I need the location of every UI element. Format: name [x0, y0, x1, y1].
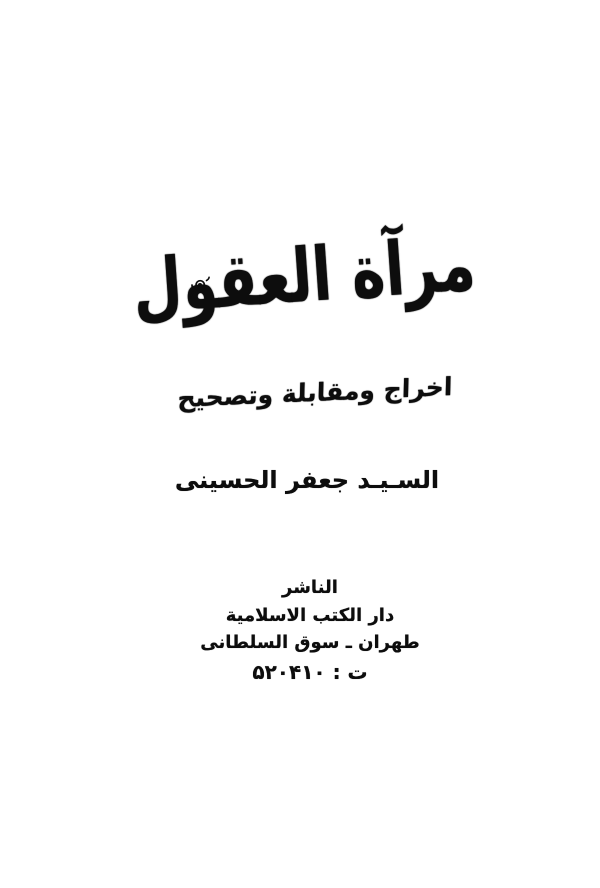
- calligrapher-rosette-icon: [186, 271, 214, 301]
- publisher-phone: ت : ۵۲۰۴۱۰: [252, 659, 368, 684]
- editor-name: السـيـد جعفر الحسينى: [174, 466, 440, 494]
- publisher-block: [20, 574, 600, 686]
- publisher-name: دار الكتب الاسلامية: [225, 604, 395, 626]
- subtitle-calligraphy: اخراج ومقابلة وتصحيح: [177, 371, 453, 414]
- publisher-label: الناشر: [282, 577, 338, 598]
- main-title-calligraphy: مرآة العقول: [129, 221, 479, 332]
- publisher-address: طهران ـ سوق السلطانى: [200, 632, 420, 653]
